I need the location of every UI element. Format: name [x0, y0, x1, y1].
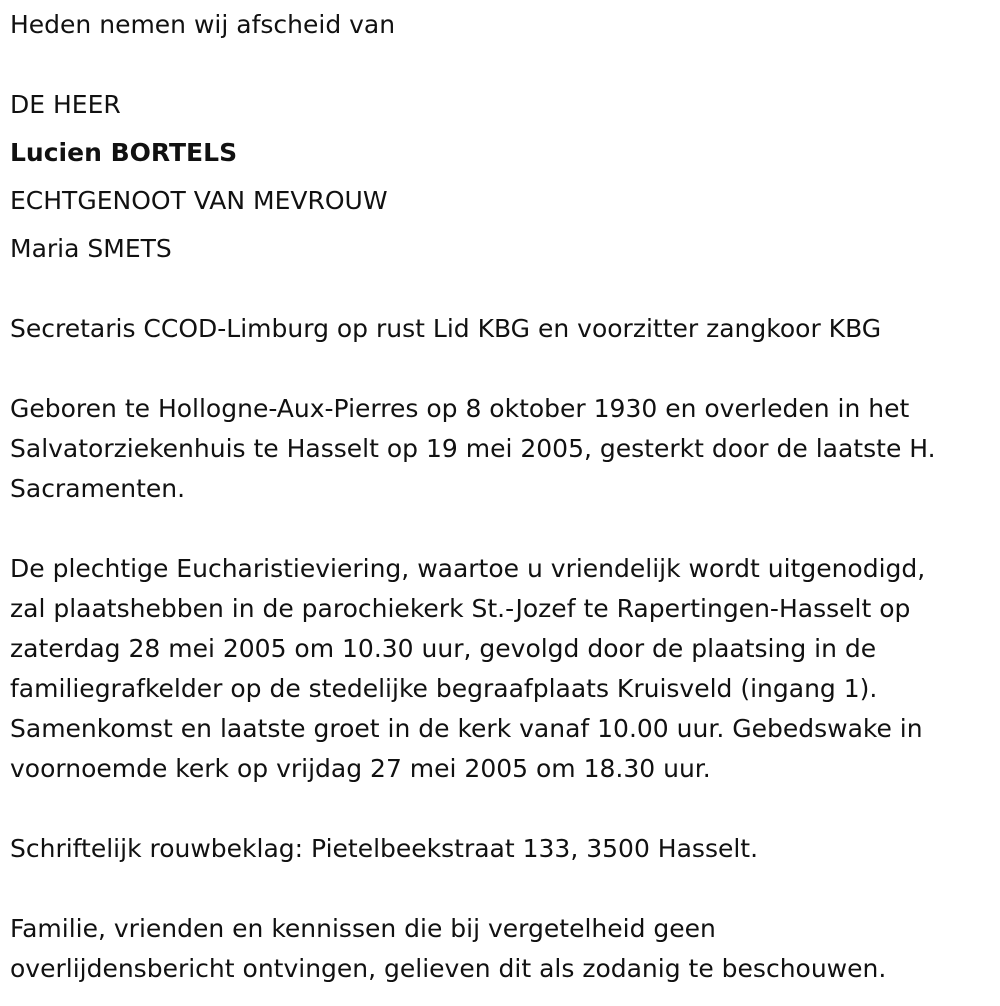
ceremony-line: zal plaatshebben in de parochiekerk St.-Jozef te Rapertingen-Hasselt op — [10, 594, 911, 623]
birth-death-line: Salvatorziekenhuis te Hasselt op 19 mei 2005, gesterkt door de laatste H. — [10, 434, 936, 463]
birth-death-paragraph — [10, 389, 990, 509]
ceremony-line: De plechtige Eucharistieviering, waartoe u vriendelijk wordt uitgenodigd, — [10, 554, 926, 583]
ceremony-paragraph — [10, 549, 990, 789]
condolence-address: Schriftelijk rouwbeklag: Pietelbeekstraat 133, 3500 Hasselt. — [10, 834, 759, 863]
notice-paragraph — [10, 909, 990, 989]
function-text: Secretaris CCOD-Limburg op rust Lid KBG en voorzitter zangkoor KBG — [10, 314, 882, 343]
intro-text: Heden nemen wij afscheid van — [10, 10, 396, 39]
ceremony-line: Samenkomst en laatste groet in de kerk vanaf 10.00 uur. Gebedswake in — [10, 714, 923, 743]
honorific-title: DE HEER — [10, 90, 121, 119]
spouse-name: Maria SMETS — [10, 234, 172, 263]
ceremony-line: zaterdag 28 mei 2005 om 10.30 uur, gevolgd door de plaatsing in de — [10, 634, 877, 663]
notice-line: overlijdensbericht ontvingen, gelieven dit als zodanig te beschouwen. — [10, 954, 887, 983]
notice-line: Familie, vrienden en kennissen die bij vergetelheid geen — [10, 914, 716, 943]
birth-death-line: Sacramenten. — [10, 474, 186, 503]
relation-text: ECHTGENOOT VAN MEVROUW — [10, 186, 388, 215]
birth-death-line: Geboren te Hollogne-Aux-Pierres op 8 oktober 1930 en overleden in het — [10, 394, 910, 423]
ceremony-line: voornoemde kerk op vrijdag 27 mei 2005 om 18.30 uur. — [10, 754, 711, 783]
ceremony-line: familiegrafkelder op de stedelijke begraafplaats Kruisveld (ingang 1). — [10, 674, 878, 703]
deceased-name: Lucien BORTELS — [10, 138, 238, 167]
